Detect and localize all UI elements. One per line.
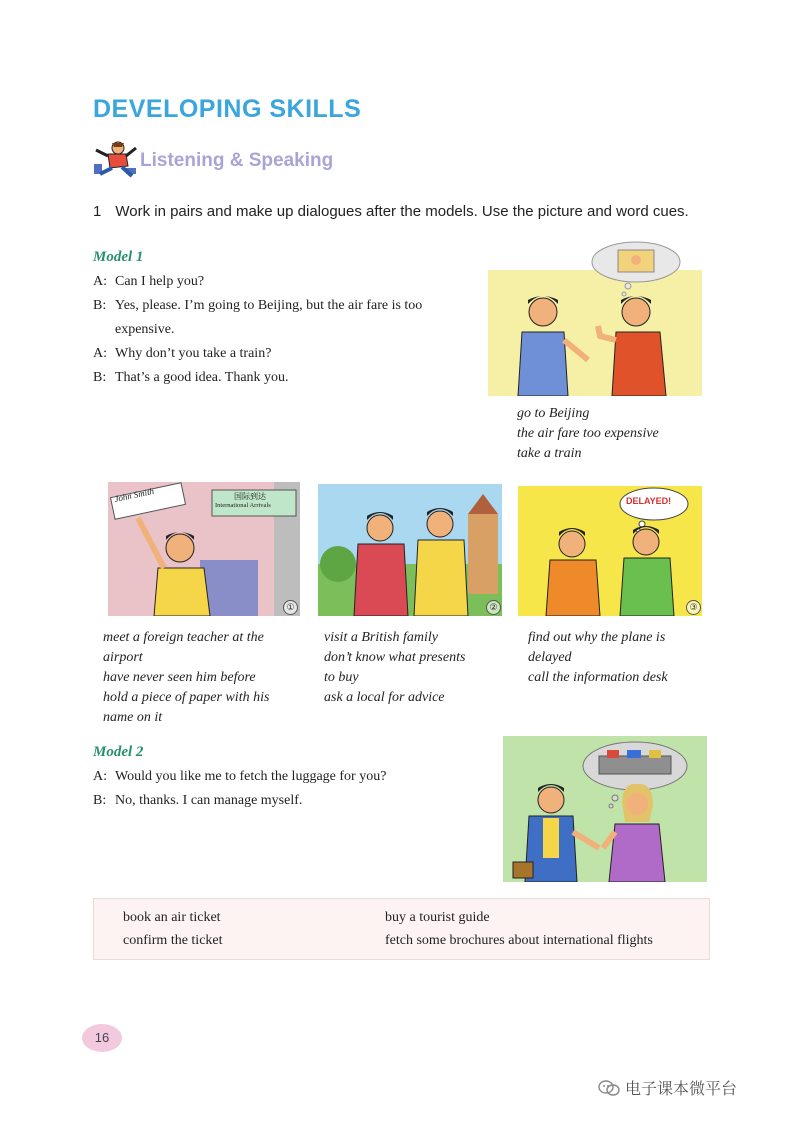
model1-illustration [488,240,702,396]
delayed-bubble-text: DELAYED! [626,496,672,506]
dialogue-line [93,765,493,789]
cue-item: airport [103,650,143,665]
picture-number-badge: ① [283,600,298,615]
dialogue-text: Why don’t you take a train? [115,346,272,361]
dialogue-line [93,270,493,294]
picture-3 [518,486,702,616]
cue-item: have never seen him before [103,670,256,685]
watermark-text: 电子课本微平台 [625,1079,738,1098]
picture-1 [108,482,300,616]
instruction-number: 1 [93,203,102,220]
phrase-item: fetch some brochures about international flights [385,933,653,948]
picture-number-badge: ③ [686,600,701,615]
cue-item: call the information desk [528,670,668,685]
dialogue-line [93,342,493,366]
model2-illustration [503,736,707,882]
page-heading: DEVELOPING SKILLS [93,95,362,123]
picture-2 [318,484,502,616]
watermark [598,1076,737,1099]
instruction [93,203,689,220]
dialogue-line [93,366,493,390]
name-sign: John Smith [113,485,155,505]
speaker: A: [93,346,107,361]
model2-title: Model 2 [93,744,144,760]
section-title: Listening & Speaking [140,150,334,171]
picture-number-badge: ② [486,600,501,615]
picture-1-cues [103,628,313,728]
dialogue-text: Would you like me to fetch the luggage for you? [115,769,387,784]
phrase-item: buy a tourist guide [385,910,490,925]
dialogue-text: Can I help you? [115,274,205,289]
cue-item: delayed [528,650,572,665]
airport-sign-en: International Arrivals [215,502,271,509]
cue-item: hold a piece of paper with his [103,690,270,705]
airport-sign-cn: 国际到达 [234,492,266,501]
picture-2-cues [324,628,514,708]
dialogue-line [93,318,493,342]
instruction-text: Work in pairs and make up dialogues after the models. Use the picture and word cues. [115,203,689,220]
dialogue-text: That’s a good idea. Thank you. [115,370,289,385]
airport-illustration [108,482,300,616]
picture-3-cues [528,628,718,688]
cue-item: take a train [517,446,582,461]
cue-item: don’t know what presents [324,650,466,665]
speaker: B: [93,370,107,385]
phrase-item: confirm the ticket [123,933,223,948]
cue-item: name on it [103,710,163,725]
page-number: 16 [82,1024,122,1052]
dialogue-text: Yes, please. I’m going to Beijing, but the air fare is too [115,298,423,313]
speaker: B: [93,793,107,808]
cue-item: find out why the plane is [528,630,666,645]
chat-bubble-icon [598,1079,620,1097]
delayed-flight-illustration [518,486,702,616]
speaker: B: [93,298,107,313]
model2-dialogue [93,765,493,813]
dialogue-line [93,294,493,318]
dialogue-text: expensive. [115,322,175,337]
phrase-box [93,898,710,960]
cue-item: go to Beijing [517,406,590,421]
cue-item: to buy [324,670,359,685]
speaker: A: [93,769,107,784]
dialogue-line [93,789,493,813]
cue-item: meet a foreign teacher at the [103,630,264,645]
model1-cues [517,404,659,464]
cue-item: the air fare too expensive [517,426,659,441]
cue-item: ask a local for advice [324,690,445,705]
phrase-item: book an air ticket [123,910,221,925]
student-running-icon [92,140,138,182]
dialogue-text: No, thanks. I can manage myself. [115,793,303,808]
model1-title: Model 1 [93,249,144,265]
speaker: A: [93,274,107,289]
cue-item: visit a British family [324,630,438,645]
british-family-illustration [318,484,502,616]
model1-dialogue [93,270,493,390]
